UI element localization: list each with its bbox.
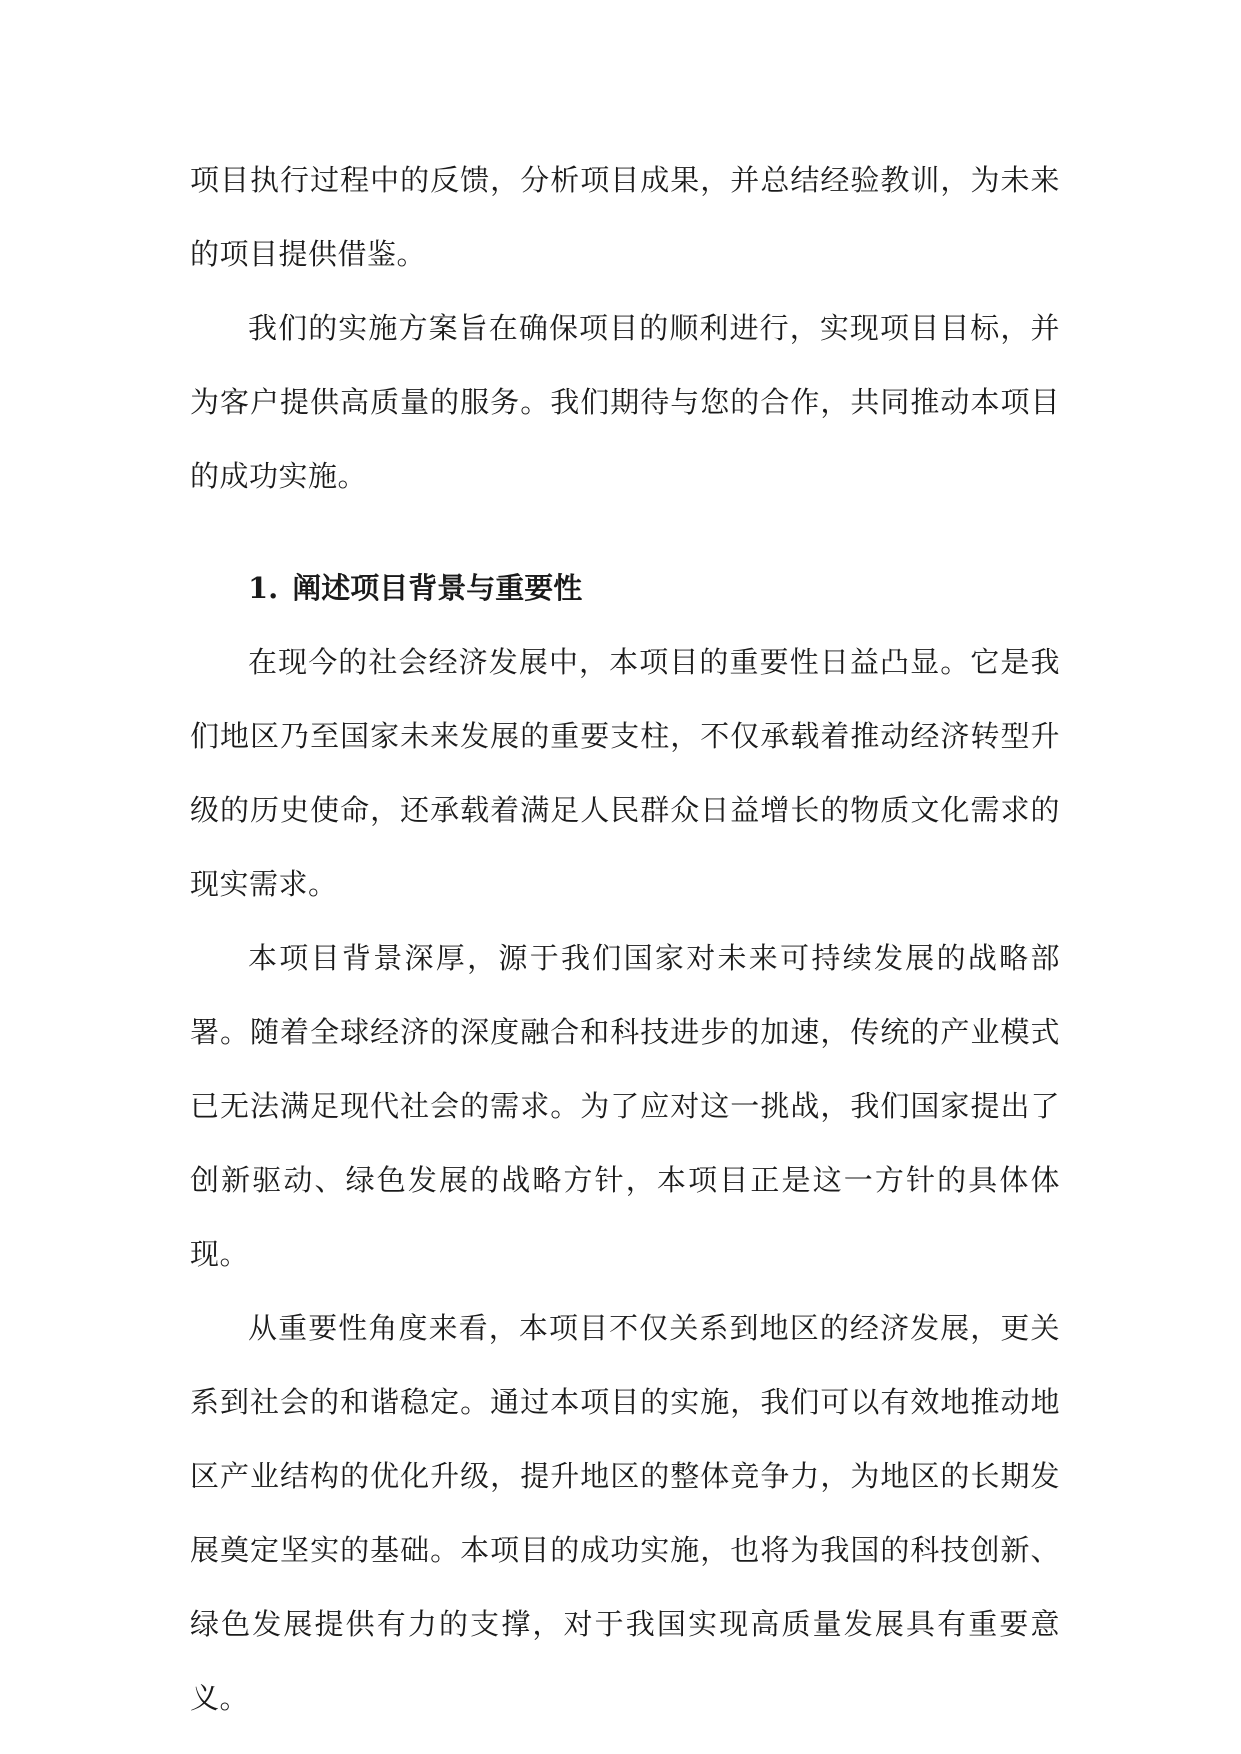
- paragraph-significance: 从重要性角度来看，本项目不仅关系到地区的经济发展，更关系到社会的和谐稳定。通过本项目的实施，我们可以有效地推动地区产业结构的优化升级，提升地区的整体竞争力，为地区的长期发展奠定坚实的基础。本项目的成功实施，也将为我国的科技创新、绿色发展提供有力的支撑，对于我国实现高质量发展具有重要意义。: [190, 1311, 1060, 1715]
- paragraph-background: 本项目背景深厚，源于我们国家对未来可持续发展的战略部署。随着全球经济的深度融合和科技进步的加速，传统的产业模式已无法满足现代社会的需求。为了应对这一挑战，我们国家提出了创新驱动、绿色发展的战略方针，本项目正是这一方针的具体体现。: [190, 941, 1060, 1271]
- section-number: 1.: [248, 571, 279, 605]
- section-title: 阐述项目背景与重要性: [292, 571, 583, 605]
- document-body: [190, 143, 1060, 1735]
- paragraph-importance-intro: 在现今的社会经济发展中，本项目的重要性日益凸显。它是我们地区乃至国家未来发展的重要支柱，不仅承载着推动经济转型升级的历史使命，还承载着满足人民群众日益增长的物质文化需求的现实需求。: [190, 645, 1060, 901]
- paragraph-implementation-summary: 我们的实施方案旨在确保项目的顺利进行，实现项目目标，并为客户提供高质量的服务。我们期待与您的合作，共同推动本项目的成功实施。: [190, 311, 1060, 493]
- section-heading: [190, 551, 1060, 625]
- paragraph-continuation: 项目执行过程中的反馈，分析项目成果，并总结经验教训，为未来的项目提供借鉴。: [190, 163, 1060, 271]
